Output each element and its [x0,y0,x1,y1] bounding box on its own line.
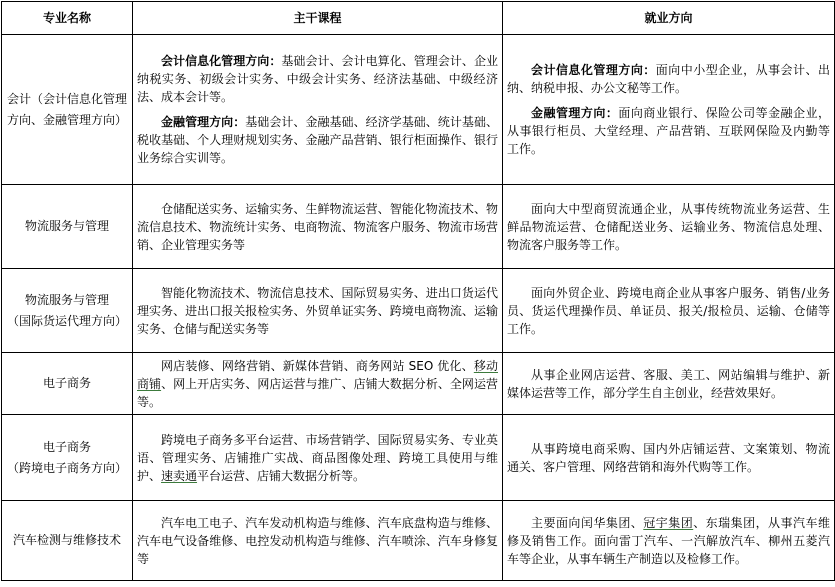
careers-paragraph: 从事企业网店运营、客服、美工、网站编辑与维护、新媒体运营等工作，部分学生自主创业，经营效果好。 [507,367,830,400]
major-name-sub: （国际货运代理方向） [6,313,127,328]
careers-paragraph: 主要面向闰华集团、冠宇集团、东瑞集团，从事汽车维修及销售工作。面向雷丁汽车、一汽解放汽车、柳州五菱汽车等企业，从事车辆生产制造以及检修工作。 [507,515,830,566]
major-name-sub: 方向、金融管理方向） [6,112,127,127]
major-name: 物流服务与管理 [24,292,109,307]
major-name-cell [2,415,133,501]
courses-cell [133,353,503,415]
careers-cell [503,353,835,415]
careers-paragraph: 会计信息化管理方向：面向中小型企业，从事会计、出纳、纳税申报、办公文秘等工作。 [507,63,830,95]
courses-cell [133,501,503,581]
careers-cell [503,269,835,353]
majors-table [1,1,835,581]
direction-label: 会计信息化管理方向： [161,54,282,68]
underlined-term: 移动商铺 [137,358,498,391]
major-name-cell [2,269,133,353]
major-name: 电子商务 [42,439,91,454]
table-row [2,185,835,269]
major-name-cell [2,185,133,269]
table-row [2,415,835,501]
major-name: 会计（会计信息化管理 [6,91,127,106]
header-courses: 主干课程 [133,2,503,35]
courses-paragraph: 金融管理方向：基础会计、金融基础、经济学基础、统计基础、税收基础、个人理财规划实务、金融产品营销、银行柜面操作、银行业务综合实训等。 [137,115,498,165]
courses-paragraph: 跨境电子商务多平台运营、市场营销学、国际贸易实务、专业英语、管理实务、店铺推广实战、商品图像处理、跨境工具使用与维护、速卖通平台运营、店铺大数据分析等。 [137,432,498,483]
major-name: 汽车检测与维修技术 [12,533,121,547]
major-name: 电子商务 [42,376,91,390]
careers-cell [503,415,835,501]
courses-cell [133,185,503,269]
table-row [2,269,835,353]
underlined-term: 速卖通 [161,468,198,483]
careers-paragraph: 从事跨境电商采购、国内外店铺运营、文案策划、物流通关、客户管理、网络营销和海外代购等工作。 [507,441,830,474]
major-name-cell [2,353,133,415]
direction-label: 会计信息化管理方向： [531,63,656,77]
header-row [2,2,835,35]
underlined-term: 冠宇集团 [643,515,694,530]
careers-paragraph: 金融管理方向：面向商业银行、保险公司等金融企业，从事银行柜员、大堂经理、产品营销、互联网保险及内勤等工作。 [507,106,830,156]
careers-paragraph: 面向大中型商贸流通企业，从事传统物流业务运营、生鲜品物流运营、仓储配送业务、运输业务、物流信息处理、物流客户服务等工作。 [507,201,830,252]
header-major: 专业名称 [2,2,133,35]
major-name: 物流服务与管理 [24,219,109,233]
courses-cell [133,269,503,353]
table-row [2,35,835,185]
table-row [2,501,835,581]
courses-cell [133,35,503,185]
direction-label: 金融管理方向： [161,115,246,129]
direction-label: 金融管理方向： [531,106,619,120]
table-row [2,353,835,415]
careers-paragraph: 面向外贸企业、跨境电商企业从事客户服务、销售/业务员、货运代理操作员、单证员、报关/报检员、运输、仓储等工作。 [507,285,830,336]
courses-paragraph: 汽车电工电子、汽车发动机构造与维修、汽车底盘构造与维修、汽车电气设备维修、电控发动机构造与维修、汽车喷涂、汽车身修复等 [137,515,498,566]
courses-paragraph: 智能化物流技术、物流信息技术、国际贸易实务、进出口货运代理实务、进出口报关报检实务、外贸单证实务、跨境电商物流、运输实务、仓储与配送实务等 [137,285,498,336]
courses-paragraph: 网店装修、网络营销、新媒体营销、商务网站 SEO 优化、移动商铺、网上开店实务、网店运营与推广、店铺大数据分析、全网运营等。 [137,358,498,409]
major-name-sub: （跨境电子商务方向） [6,460,127,475]
major-name-cell [2,35,133,185]
courses-paragraph: 会计信息化管理方向：基础会计、会计电算化、管理会计、企业纳税实务、初级会计实务、中级会计实务、经济法基础、中级经济法、成本会计等。 [137,54,498,104]
careers-cell [503,501,835,581]
careers-cell [503,185,835,269]
major-name-cell [2,501,133,581]
courses-cell [133,415,503,501]
careers-cell [503,35,835,185]
courses-paragraph: 仓储配送实务、运输实务、生鲜物流运营、智能化物流技术、物流信息技术、物流统计实务、电商物流、物流客户服务、物流市场营销、企业管理实务等 [137,201,498,252]
header-careers: 就业方向 [503,2,835,35]
